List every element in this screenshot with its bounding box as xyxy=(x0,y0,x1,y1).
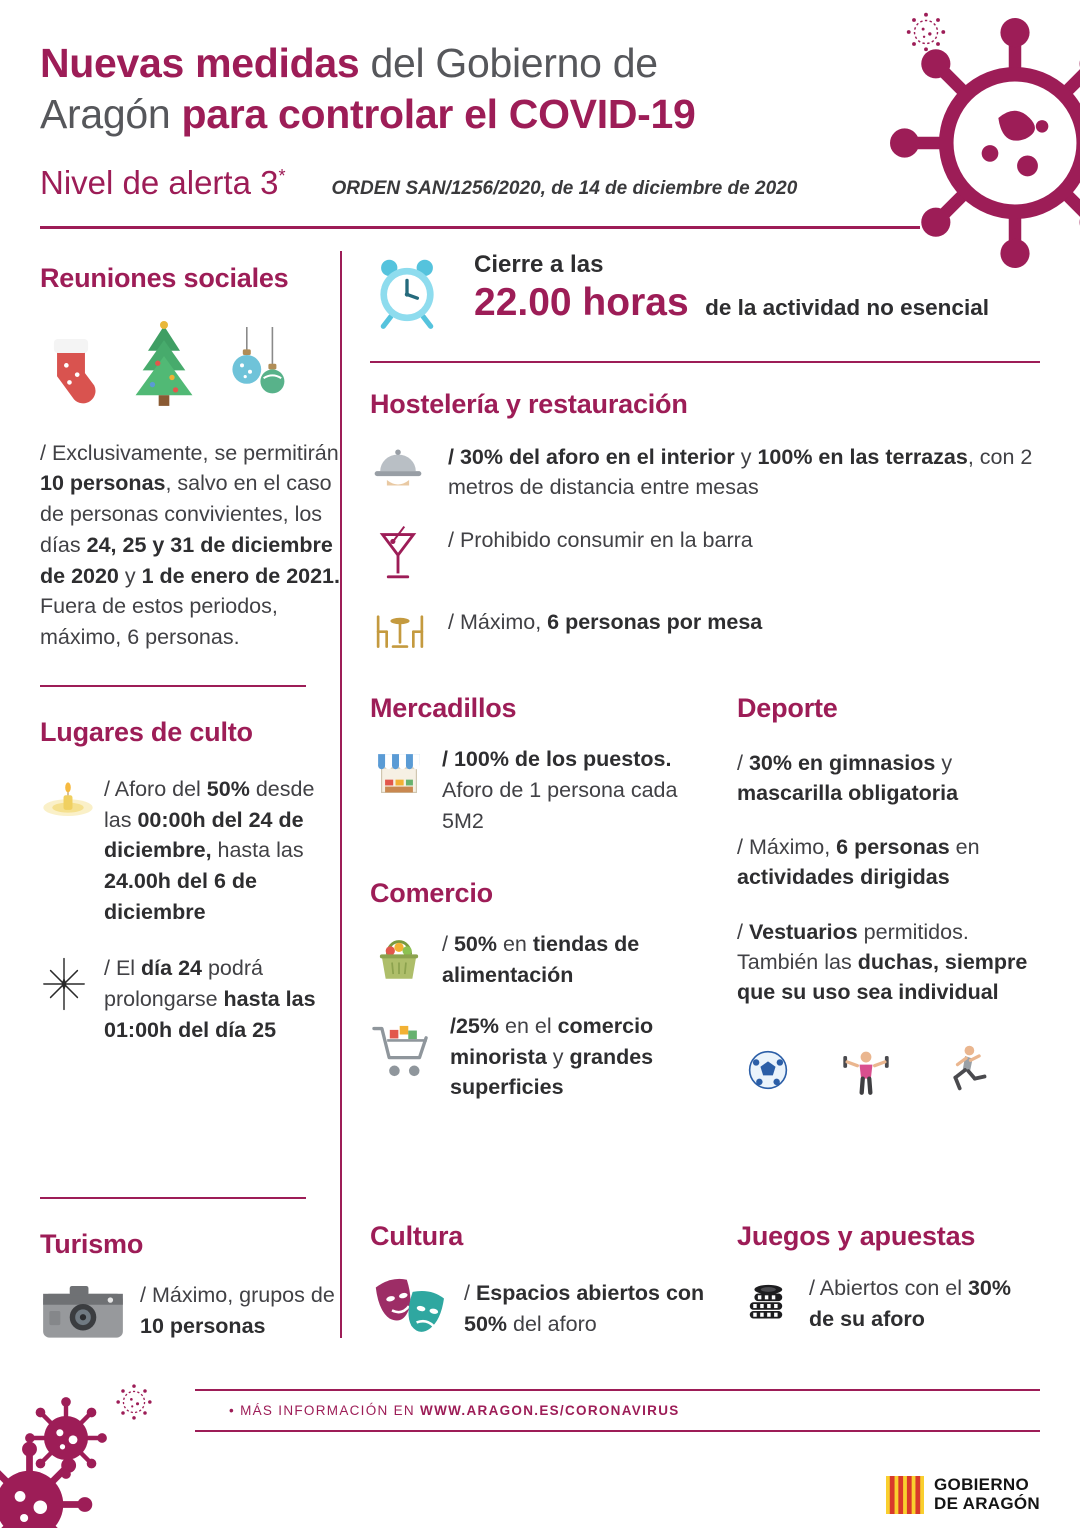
lugares-item xyxy=(40,953,340,1045)
juegos-item xyxy=(737,1272,1040,1336)
running-icon xyxy=(937,1041,991,1099)
hosteleria-item-text: / Máximo, 6 personas por mesa xyxy=(448,610,763,635)
market-stall-icon xyxy=(370,744,428,806)
subtitle-row xyxy=(40,164,1040,202)
logo-line: GOBIERNO xyxy=(934,1475,1029,1495)
sports-icons xyxy=(737,1041,1040,1099)
comercio-title: Comercio xyxy=(370,878,493,909)
footer xyxy=(0,1375,1080,1528)
comercio-item-text: /25% en el comercio minorista y grandes superficies xyxy=(450,1013,654,1100)
hosteleria-title: Hostelería y restauración xyxy=(370,388,688,419)
section-juegos-apuestas xyxy=(737,1221,1040,1336)
serving-dish-icon xyxy=(370,440,448,490)
left-column xyxy=(40,229,340,1354)
bottom-grid xyxy=(370,1221,1040,1346)
section-mercadillos xyxy=(370,693,715,836)
hosteleria-item xyxy=(370,440,1040,503)
cultura-text: / Espacios abiertos con 50% del aforo xyxy=(464,1280,705,1336)
camera-icon xyxy=(40,1278,126,1344)
section-deporte xyxy=(737,693,1040,1099)
mercadillos-item xyxy=(370,744,715,836)
comercio-item-text: / 50% en tiendas de alimentación xyxy=(442,932,640,988)
section-turismo xyxy=(40,1197,340,1344)
christmas-ornaments-icon xyxy=(226,320,290,414)
star-icon xyxy=(40,953,104,1045)
reuniones-text: / Exclusivamente, se permitirán 10 personas, salvo en el caso de personas convivientes, los días 24, 25 y 31 de diciembre de 2020 y 1 de enero de 2021. Fuera de estos periodos, máximo, 6 personas. xyxy=(40,440,340,650)
deporte-item-text: / Máximo, 6 personas en actividades dirigidas xyxy=(737,835,980,890)
mercadillos-title: Mercadillos xyxy=(370,693,517,724)
lugares-item-text: / Aforo del 50% desde las 00:00h del 24 de diciembre, hasta las 24.00h del 6 de diciembre xyxy=(104,776,315,924)
reuniones-title: Reuniones sociales xyxy=(40,262,289,293)
closing-time-text xyxy=(474,251,989,325)
order-reference: ORDEN SAN/1256/2020, de 14 de diciembre de 2020 xyxy=(331,177,798,199)
hosteleria-item-text: / Prohibido consumir en la barra xyxy=(448,528,753,553)
closing-scope: de la actividad no esencial xyxy=(705,294,989,320)
section-cultura xyxy=(370,1221,715,1346)
mercadillos-text: / 100% de los puestos. Aforo de 1 persona cada 5M2 xyxy=(442,747,678,833)
cultura-title: Cultura xyxy=(370,1220,464,1251)
christmas-stocking-icon xyxy=(40,326,102,414)
deporte-item-text: / 30% en gimnasios y mascarilla obligatoria xyxy=(737,751,959,806)
lugares-item-text: / El día 24 podrá prolongarse hasta las 01:00h del día 25 xyxy=(104,956,316,1042)
divider xyxy=(40,1197,306,1199)
comercio-item xyxy=(370,929,715,990)
christmas-tree-icon xyxy=(124,316,204,414)
table-chairs-icon xyxy=(370,605,448,653)
alert-level: Nivel de alerta 3* xyxy=(40,163,286,201)
deporte-title: Deporte xyxy=(737,693,838,724)
virus-dotted-icon xyxy=(112,1380,156,1424)
soccer-ball-icon xyxy=(741,1041,795,1099)
section-reuniones-sociales xyxy=(40,229,340,653)
more-info-link[interactable]: • MÁS INFORMACIÓN EN WWW.ARAGON.ES/CORONAVIRUS xyxy=(229,1403,680,1418)
turismo-title: Turismo xyxy=(40,1228,144,1259)
shopping-cart-icon xyxy=(370,1011,436,1091)
closing-line: Cierre a las xyxy=(474,250,604,278)
hosteleria-item xyxy=(370,523,1040,585)
aragon-flag-icon xyxy=(886,1476,924,1514)
hosteleria-item-text: / 30% del aforo en el interior y 100% en las terrazas, con 2 metros de distancia entre mesas xyxy=(448,444,1033,500)
section-lugares-de-culto xyxy=(40,687,340,1046)
middle-grid xyxy=(370,693,1040,1103)
juegos-title: Juegos y apuestas xyxy=(737,1220,976,1251)
info-band xyxy=(195,1389,1040,1432)
section-comercio xyxy=(370,878,715,1103)
poker-chips-icon xyxy=(737,1272,795,1336)
weightlifting-icon xyxy=(839,1041,893,1099)
turismo-item xyxy=(40,1278,340,1344)
title-line-2: Aragón para controlar el COVID-19 xyxy=(40,90,696,137)
lugares-title: Lugares de culto xyxy=(40,716,253,747)
shopping-basket-icon xyxy=(370,929,428,989)
main-column xyxy=(342,229,1040,1354)
alarm-clock-icon xyxy=(370,251,444,335)
theater-masks-icon xyxy=(370,1272,450,1346)
logo-line: DE ARAGÓN xyxy=(934,1494,1040,1513)
hosteleria-item xyxy=(370,605,1040,653)
logo-text xyxy=(934,1476,1040,1513)
gobierno-aragon-logo xyxy=(886,1476,1040,1514)
cocktail-icon xyxy=(370,523,448,585)
candle-icon xyxy=(40,774,104,928)
content xyxy=(0,229,1080,1354)
juegos-text: / Abiertos con el 30% de su aforo xyxy=(809,1275,1011,1331)
title-line-1: Nuevas medidas del Gobierno de xyxy=(40,40,658,86)
lugares-item xyxy=(40,774,340,928)
cultura-item xyxy=(370,1272,715,1346)
section-hosteleria xyxy=(370,363,1040,653)
page-title xyxy=(40,38,1040,140)
deporte-item-text: / Vestuarios permitidos. También las duchas, siempre que su uso sea individual xyxy=(737,919,1028,1004)
closing-time-banner xyxy=(370,251,1040,335)
header xyxy=(0,0,1080,202)
coronavirus-icon xyxy=(22,1394,110,1482)
alert-footnote-marker: * xyxy=(278,165,286,186)
comercio-item xyxy=(370,1011,715,1103)
closing-time: 22.00 horas xyxy=(474,280,689,324)
christmas-icons xyxy=(40,314,340,414)
turismo-text: / Máximo, grupos de 10 personas xyxy=(140,1282,335,1338)
